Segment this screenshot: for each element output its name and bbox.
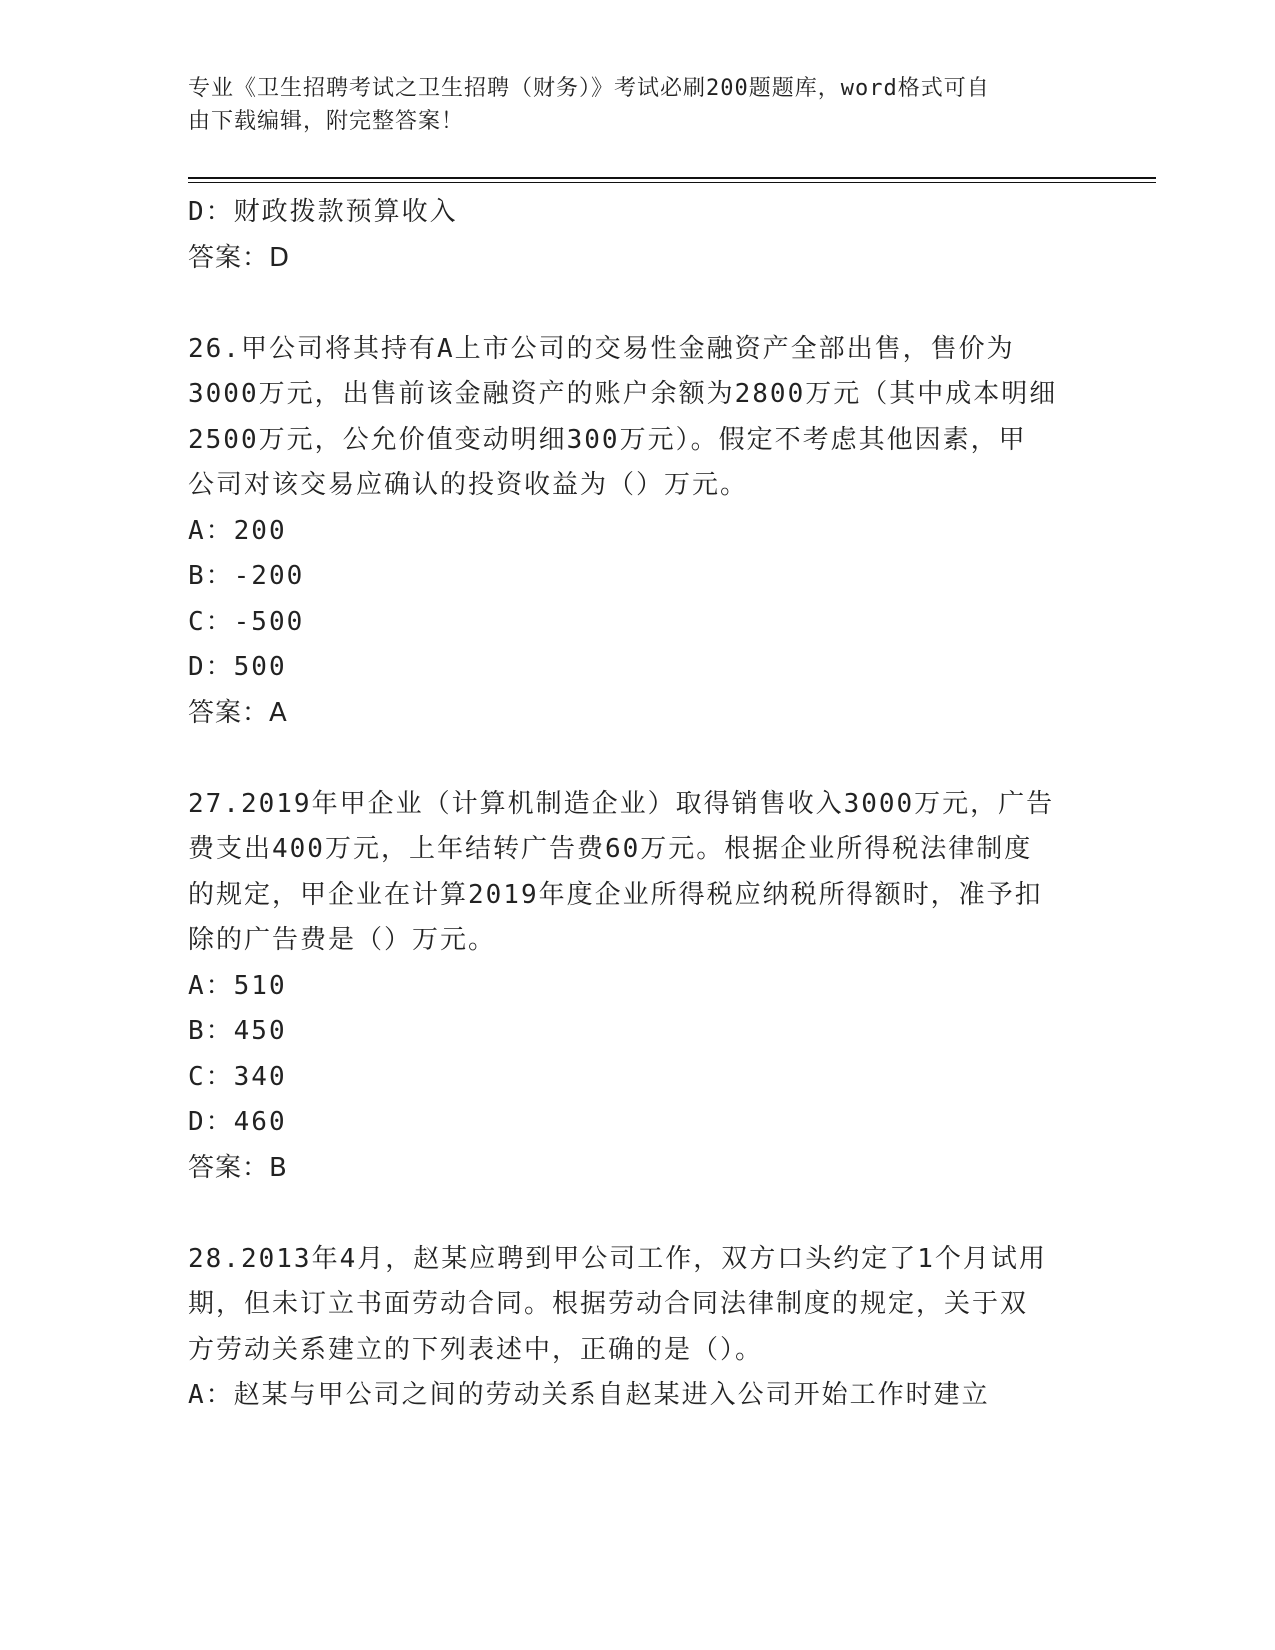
question-26-answer: 答案：A (188, 697, 288, 728)
spacer (188, 736, 1088, 782)
question-27 (188, 782, 1088, 1192)
header-line-1: 专业《卫生招聘考试之卫生招聘（财务）》考试必刷200题题库，word格式可自 (188, 76, 990, 101)
question-27-option-d: D：460 (188, 1107, 287, 1137)
question-26-option-d: D：500 (188, 652, 287, 682)
question-27-option-b: B：450 (188, 1016, 287, 1046)
question-28-option-a: A：赵某与甲公司之间的劳动关系自赵某进入公司开始工作时建立 (188, 1380, 990, 1410)
question-26-option-c: C：-500 (188, 606, 305, 637)
question-26-line-3: 2500万元，公允价值变动明细300万元）。假定不考虑其他因素，甲 (188, 424, 1027, 455)
prev-answer: 答案：D (188, 242, 291, 273)
question-28-line-1: 28.2013年4月，赵某应聘到甲公司工作，双方口头约定了1个月试用 (188, 1243, 1047, 1274)
spacer (188, 1191, 1088, 1237)
prev-option-d: D：财政拨款预算收入 (188, 197, 458, 227)
question-27-option-c: C：340 (188, 1061, 287, 1092)
question-26-option-b: B：-200 (188, 561, 305, 591)
question-26-option-a: A：200 (188, 515, 287, 546)
question-26-line-1: 26.甲公司将其持有A上市公司的交易性金融资产全部出售，售价为 (188, 333, 1015, 364)
question-26-line-2: 3000万元，出售前该金融资产的账户余额为2800万元（其中成本明细 (188, 379, 1058, 409)
header-rule-thick (188, 177, 1156, 179)
question-26-line-4: 公司对该交易应确认的投资收益为（）万元。 (188, 470, 749, 500)
question-28-line-2: 期，但未订立书面劳动合同。根据劳动合同法律制度的规定，关于双 (188, 1289, 1029, 1319)
question-27-line-1: 27.2019年甲企业（计算机制造企业）取得销售收入3000万元，广告 (188, 788, 1055, 819)
question-27-line-4: 除的广告费是（）万元。 (188, 925, 497, 955)
header-rule-thin (188, 182, 1156, 183)
question-28-line-3: 方劳动关系建立的下列表述中，正确的是（）。 (188, 1334, 764, 1365)
question-27-line-2: 费支出400万元，上年结转广告费60万元。根据企业所得税法律制度 (188, 834, 1033, 864)
question-26 (188, 327, 1088, 737)
question-28 (188, 1237, 1088, 1419)
question-27-line-3: 的规定，甲企业在计算2019年度企业所得税应纳税所得额时，准予扣 (188, 879, 1043, 910)
question-content (188, 190, 1088, 1419)
question-27-answer: 答案：B (188, 1152, 288, 1183)
spacer (188, 281, 1088, 327)
page-header (188, 72, 1068, 138)
header-line-2: 由下载编辑，附完整答案！ (188, 109, 465, 134)
question-27-option-a: A：510 (188, 970, 287, 1001)
